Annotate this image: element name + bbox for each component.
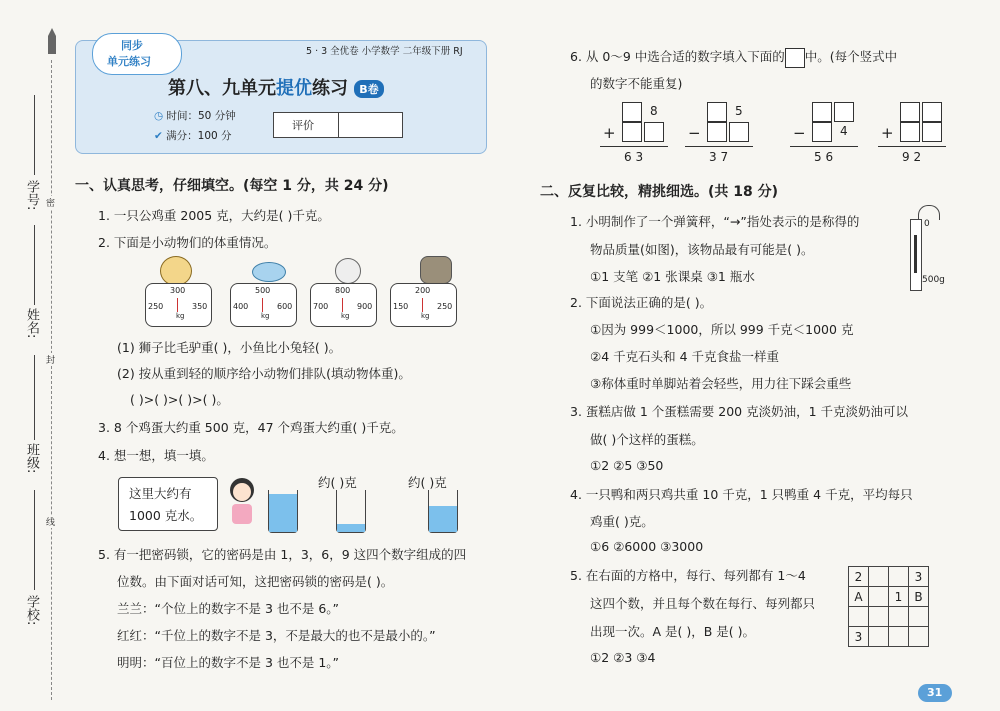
eq4-box-a[interactable] — [900, 122, 920, 142]
ming-statement: 明明：“百位上的数字不是 3 也不是 1。” — [117, 655, 340, 670]
grid-cell: 3 — [909, 567, 929, 587]
scale-fish-needle — [262, 298, 263, 312]
class-line — [34, 355, 35, 440]
scale-rabbit-needle — [342, 298, 343, 312]
cloud-label-2: 单元练习 — [107, 55, 151, 68]
cup-label-2: 约( )克 — [408, 475, 447, 490]
animal-donkey-icon — [420, 256, 452, 284]
eq2-result: 3 7 — [709, 150, 729, 164]
eq2-box-b[interactable] — [729, 122, 749, 142]
eq3-op: − — [793, 124, 806, 142]
bubble-line-1: 这里大约有 — [129, 486, 192, 501]
grid-cell — [909, 627, 929, 647]
vertical-eq-3 — [790, 100, 860, 170]
eq4-op: + — [881, 124, 894, 142]
scale-lion-unit: kg — [176, 312, 185, 320]
small-cup — [336, 490, 366, 533]
scale-lion-right: 350 — [192, 302, 208, 311]
s1-q2: 2. 下面是小动物们的体重情况。 — [98, 235, 277, 250]
section2-title: 二、反复比较，精挑细选。(共 18 分) — [540, 184, 779, 200]
s2-q3-a: 3. 蛋糕店做 1 个蛋糕需要 200 克淡奶油，1 千克淡奶油可以 — [570, 404, 909, 419]
eq1-top-digit: 8 — [650, 104, 658, 118]
section1-title: 一、认真思考，仔细填空。(每空 1 分，共 24 分) — [75, 178, 389, 194]
s2-q5-b: 这四个数，并且每个数在每行、每列都只 — [590, 596, 816, 611]
grid-row — [849, 607, 929, 627]
animal-lion-icon — [160, 256, 192, 286]
s2-q4-a: 4. 一只鸭和两只鸡共重 10 千克，1 只鸭重 4 千克，平均每只 — [570, 487, 913, 502]
student-id-line — [34, 95, 35, 175]
grid-cell: A — [849, 587, 869, 607]
s1-q2-order: ( )>( )>( )>( )。 — [130, 392, 229, 407]
girl-icon — [222, 476, 262, 526]
bubble-line-2: 1000 克水。 — [129, 508, 203, 523]
hong-statement: 红红：“千位上的数字不是 3，不是最大的也不是最小的。” — [117, 628, 436, 643]
animal-rabbit-icon — [335, 258, 361, 284]
student-id-label: 学号: — [24, 180, 39, 211]
s2-q1-a: 1. 小明制作了一个弹簧秤，“→”指处表示的是称得的 — [570, 214, 860, 229]
answer-box-icon — [785, 48, 805, 68]
grid-cell: 1 — [889, 587, 909, 607]
time-limit: ◷ 时间：50 分钟 — [154, 110, 236, 122]
scale-donkey — [390, 283, 457, 327]
q6-text-3: 的数字不能重复) — [590, 76, 683, 91]
grid-cell: B — [909, 587, 929, 607]
s1-q4: 4. 想一想，填一填。 — [98, 448, 214, 463]
grid-cell — [909, 607, 929, 627]
scale-fish-left: 400 — [233, 302, 249, 311]
spring-top-label: 0 — [924, 219, 930, 229]
eq3-box-top-a[interactable] — [812, 102, 832, 122]
class-label: 班级: — [24, 443, 39, 474]
scale-rabbit-top: 800 — [335, 286, 351, 295]
seal-mark-3: 线 — [46, 515, 55, 528]
s2-q2-1: ①因为 999＜1000，所以 999 千克＜1000 克 — [590, 322, 854, 337]
scale-rabbit-right: 900 — [357, 302, 373, 311]
school-label: 学校: — [24, 595, 39, 626]
grid-cell — [869, 567, 889, 587]
s2-q1-b: 物品质量(如图)，该物品最有可能是( )。 — [590, 242, 814, 257]
scale-lion-needle — [177, 298, 178, 312]
grid-cell — [849, 607, 869, 627]
grid-cell — [889, 567, 909, 587]
eq3-box-top-b[interactable] — [834, 102, 854, 122]
page-number: 31 — [927, 686, 943, 699]
eq2-box-top[interactable] — [707, 102, 727, 122]
cup-label-1: 约( )克 — [318, 475, 357, 490]
small-cup-water — [337, 524, 365, 532]
scale-donkey-left: 150 — [393, 302, 409, 311]
vertical-eq-1 — [600, 100, 670, 170]
s1-q5: 5. 有一把密码锁，它的密码是由 1，3，6，9 这四个数字组成的四 — [98, 547, 467, 562]
title-highlight: 提优 — [276, 78, 312, 99]
s1-q2-2: (2) 按从重到轻的顺序给小动物们排队(填动物体重)。 — [117, 366, 411, 381]
grid-cell — [889, 607, 909, 627]
s2-q2-2: ②4 千克石头和 4 千克食盐一样重 — [590, 349, 780, 364]
eq4-box-top-a[interactable] — [900, 102, 920, 122]
grid-row — [849, 627, 929, 647]
scale-fish-unit: kg — [261, 312, 270, 320]
s2-q1-opts: ①1 支笔 ②1 张课桌 ③1 瓶水 — [590, 269, 755, 284]
s1-q2-1: (1) 狮子比毛驴重( )，小鱼比小兔轻( )。 — [117, 340, 342, 355]
animal-fish-icon — [252, 262, 286, 282]
grid-cell: 3 — [849, 627, 869, 647]
scale-lion-left: 250 — [148, 302, 164, 311]
b-badge: B卷 — [354, 80, 383, 98]
s2-q5-opts: ①2 ②3 ③4 — [590, 650, 656, 665]
eq3-box-a[interactable] — [812, 122, 832, 142]
half-cup-water — [429, 506, 457, 532]
spring-hook — [918, 205, 940, 220]
full-cup — [268, 490, 298, 533]
s2-q5-a: 5. 在右面的方格中，每行、每列都有 1～4 — [570, 568, 806, 583]
s2-q2: 2. 下面说法正确的是( )。 — [570, 295, 713, 310]
latin-square-grid — [848, 566, 929, 647]
eq1-rule — [600, 146, 668, 147]
scale-donkey-top: 200 — [415, 286, 431, 295]
lan-statement: 兰兰：“个位上的数字不是 3 也不是 6。” — [117, 601, 340, 616]
half-cup — [428, 490, 458, 533]
title-suffix: 练习 — [312, 78, 348, 99]
eq2-top-digit: 5 — [735, 104, 743, 118]
dashed-cut-line — [51, 60, 52, 700]
scale-fish-right: 600 — [277, 302, 293, 311]
scale-donkey-needle — [422, 298, 423, 312]
eq3-result: 5 6 — [814, 150, 834, 164]
s1-q1: 1. 一只公鸡重 2005 克，大约是( )千克。 — [98, 208, 330, 223]
seal-mark-1: 密 — [46, 196, 55, 209]
unit-title — [168, 74, 384, 100]
s2-q5-c: 出现一次。A 是( )，B 是( )。 — [590, 624, 756, 639]
cloud-badge — [92, 33, 182, 75]
q6-text: 6. 从 0～9 中选合适的数字填入下面的 中。(每个竖式中 — [570, 47, 897, 68]
name-label: 姓名: — [24, 308, 39, 339]
eq4-box-top-b[interactable] — [922, 102, 942, 122]
scale-rabbit-left: 700 — [313, 302, 329, 311]
page-number-badge — [918, 684, 952, 702]
grid-cell — [889, 627, 909, 647]
speech-bubble — [118, 477, 218, 531]
grid-cell: 2 — [849, 567, 869, 587]
s2-q3-b: 做( )个这样的蛋糕。 — [590, 432, 704, 447]
full-cup-water — [269, 494, 297, 532]
scale-rabbit-unit: kg — [341, 312, 350, 320]
scale-lion — [145, 283, 212, 327]
vertical-eq-2 — [685, 100, 755, 170]
binding-strip — [0, 0, 60, 711]
vertical-eq-4 — [878, 100, 948, 170]
school-line — [34, 490, 35, 590]
eq1-box-a[interactable] — [622, 122, 642, 142]
s2-q4-opts: ①6 ②6000 ③3000 — [590, 539, 704, 554]
scale-donkey-unit: kg — [421, 312, 430, 320]
eq1-box-b[interactable] — [644, 122, 664, 142]
full-score: ✔ 满分：100 分 — [154, 130, 232, 142]
title-prefix: 第八、九单元 — [168, 78, 276, 99]
seal-mark-2: 封 — [46, 353, 55, 366]
evaluation-divider — [338, 113, 339, 137]
eq1-result: 6 3 — [624, 150, 644, 164]
eq4-rule — [878, 146, 946, 147]
grid-cell — [869, 627, 889, 647]
eq4-result: 9 2 — [902, 150, 922, 164]
unit-header — [75, 40, 487, 154]
scale-lion-top: 300 — [170, 286, 186, 295]
eq2-box-a[interactable] — [707, 122, 727, 142]
eq1-box-top[interactable] — [622, 102, 642, 122]
evaluation-label: 评价 — [292, 119, 314, 132]
scale-rabbit — [310, 283, 377, 327]
grid-cell — [869, 607, 889, 627]
spring-bottom-label: 500g — [922, 275, 945, 285]
spring-scale — [908, 205, 950, 290]
scale-fish-top: 500 — [255, 286, 271, 295]
grid-row — [849, 567, 929, 587]
clock-icon: ◷ — [154, 110, 167, 122]
s1-q3: 3. 8 个鸡蛋大约重 500 克，47 个鸡蛋大约重( )千克。 — [98, 420, 404, 435]
eq4-box-b[interactable] — [922, 122, 942, 142]
name-line — [34, 225, 35, 305]
s2-q4-b: 鸡重( )克。 — [590, 514, 654, 529]
cloud-label-1: 同步 — [121, 39, 143, 52]
eq2-rule — [685, 146, 753, 147]
eq3-rule — [790, 146, 858, 147]
spring-pointer — [914, 235, 917, 273]
s2-q3-opts: ①2 ②5 ③50 — [590, 458, 664, 473]
series-info: 5 · 3 全优卷 小学数学 二年级下册 RJ — [306, 46, 463, 57]
eq2-op: − — [688, 124, 701, 142]
pencil-icon — [47, 28, 57, 54]
scale-fish — [230, 283, 297, 327]
scale-donkey-right: 250 — [437, 302, 453, 311]
s2-q2-3: ③称体重时单脚站着会轻些，用力往下踩会重些 — [590, 376, 852, 391]
evaluation-box — [273, 112, 403, 138]
grid-row — [849, 587, 929, 607]
check-icon: ✔ — [154, 130, 167, 142]
s1-q5-b: 位数。由下面对话可知，这把密码锁的密码是( )。 — [117, 574, 394, 589]
eq1-op: + — [603, 124, 616, 142]
grid-cell — [869, 587, 889, 607]
eq3-bottom-digit: 4 — [840, 124, 848, 138]
